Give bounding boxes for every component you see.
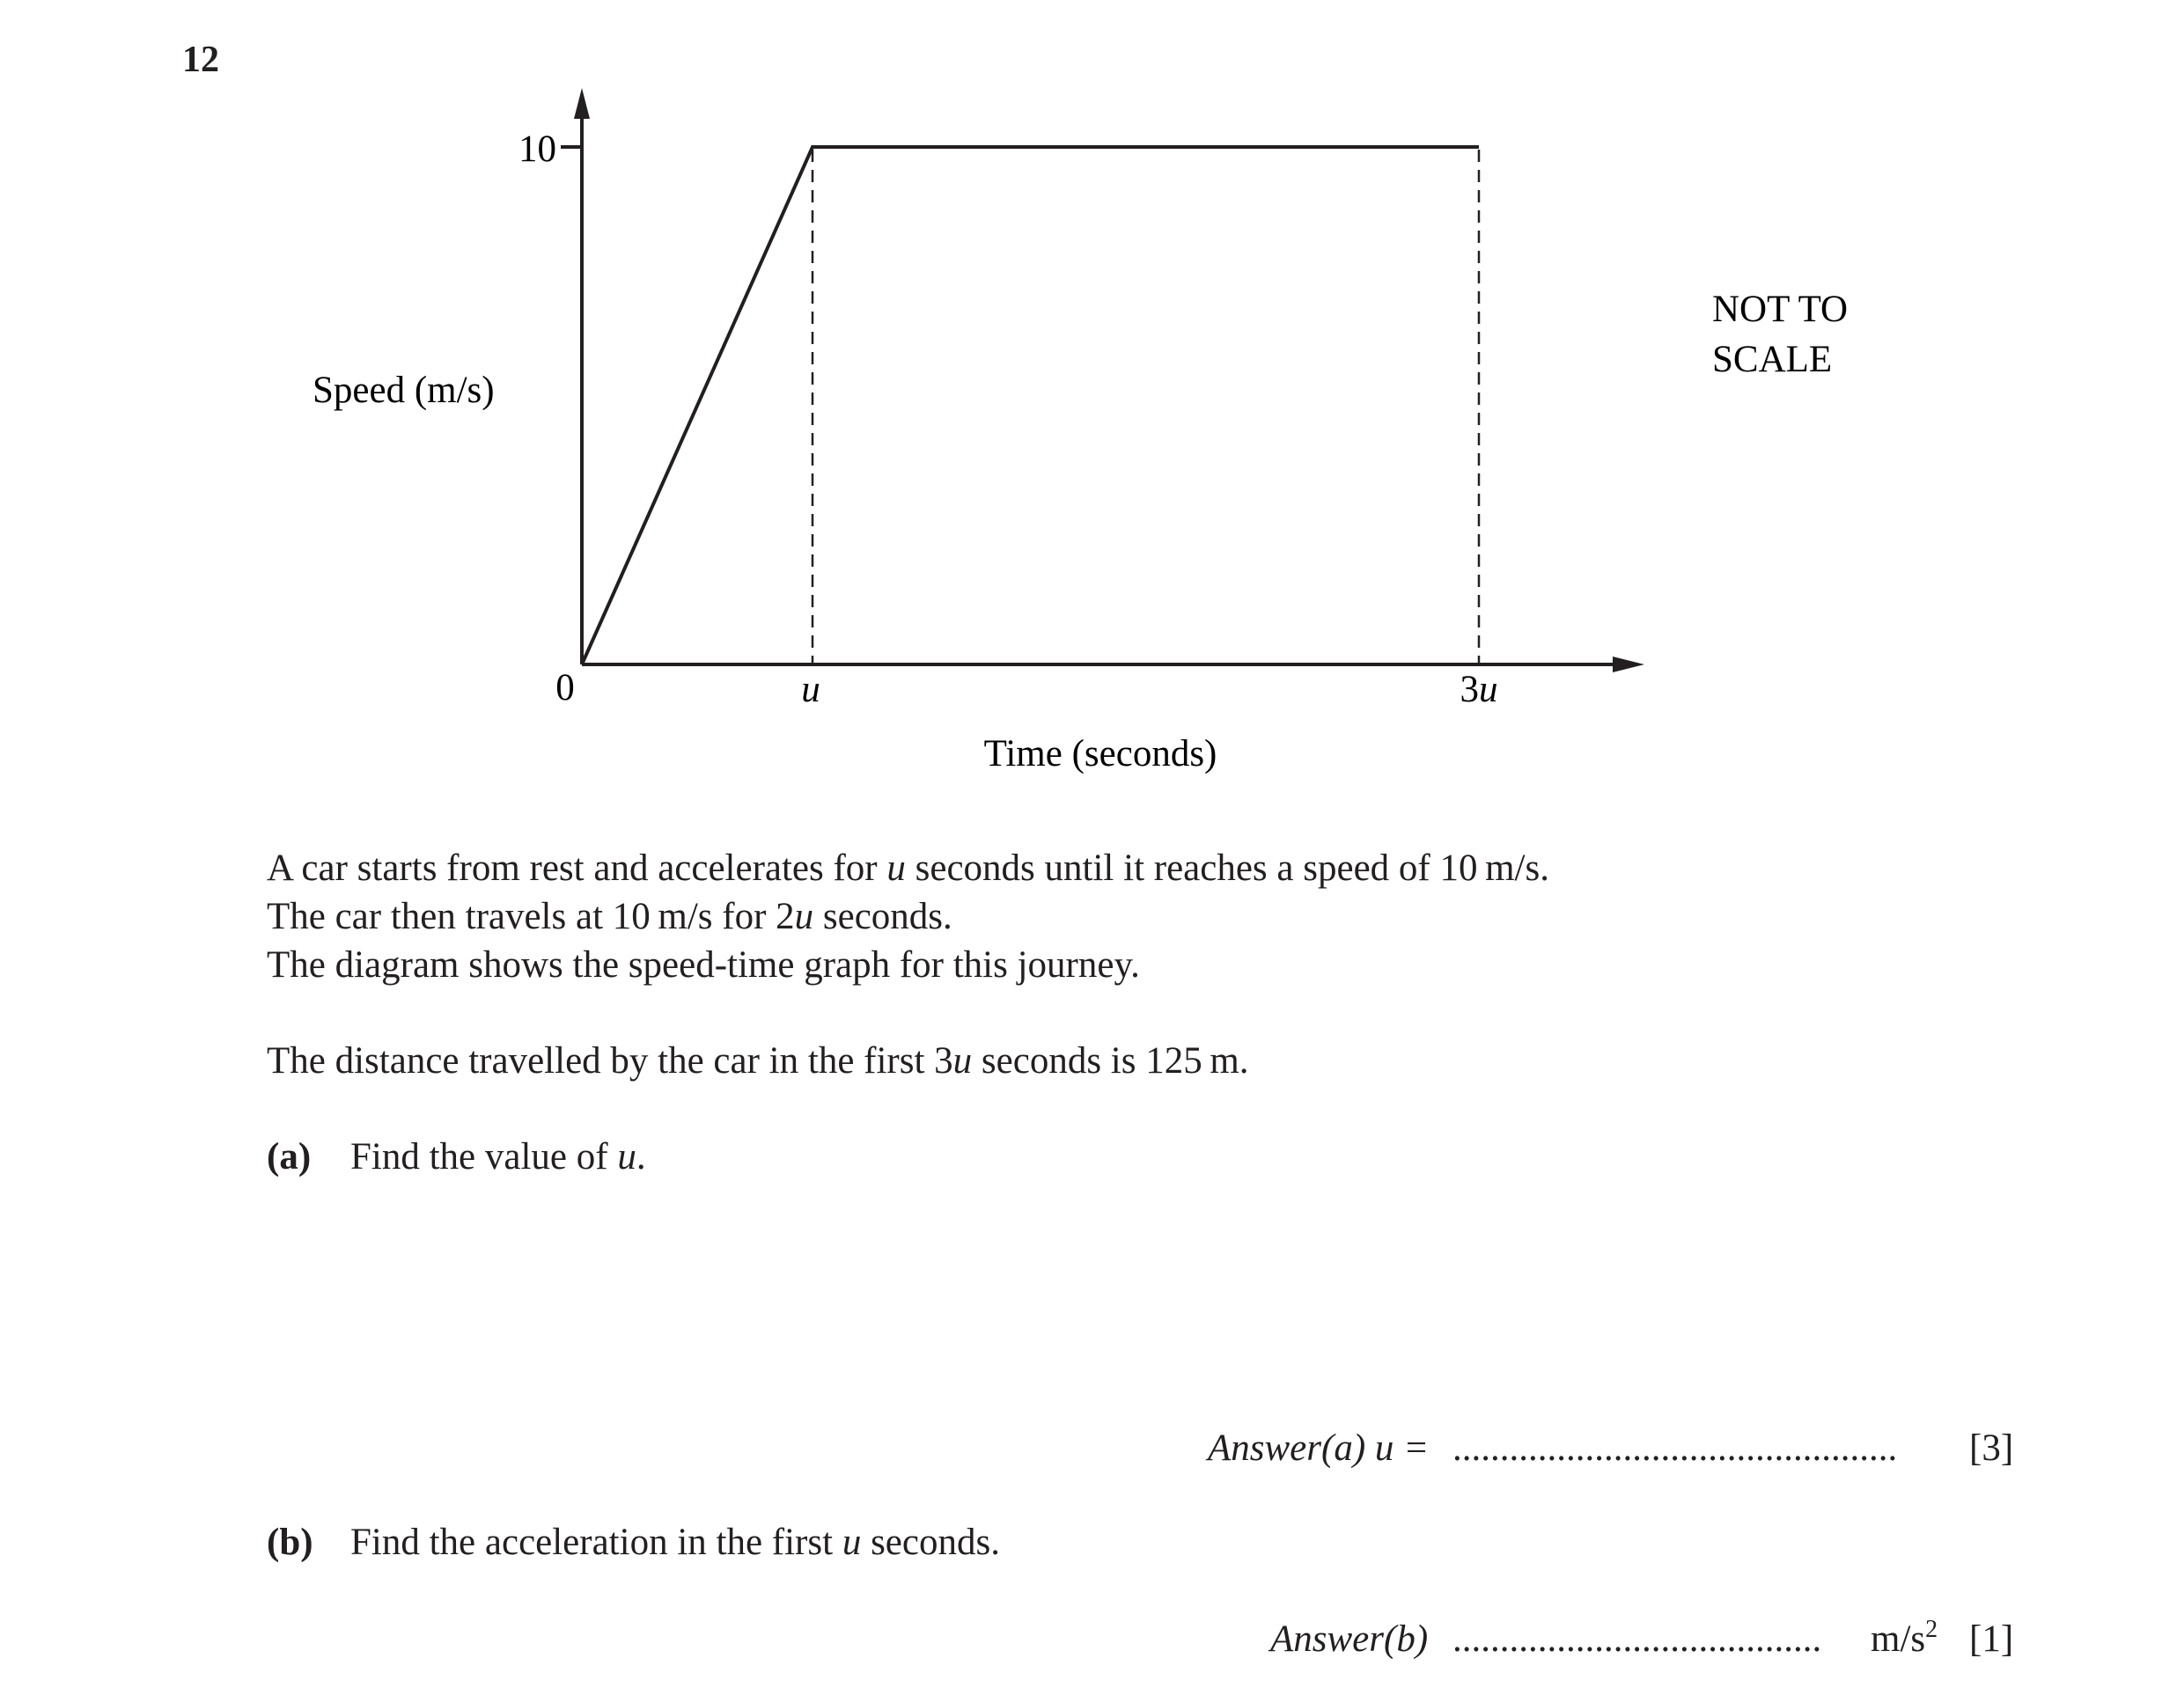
origin-label: 0 bbox=[555, 667, 575, 708]
intro-line-1: A car starts from rest and accelerates for u seconds until it reaches a speed of 10 m/s. bbox=[267, 848, 1549, 889]
answer-a-field[interactable]: ............................................... bbox=[1452, 1427, 1898, 1469]
not-to-scale-line1: NOT TO bbox=[1712, 289, 1849, 330]
question-number: 12 bbox=[182, 40, 219, 80]
x-axis-label: Time (seconds) bbox=[983, 733, 1217, 774]
speed-line bbox=[582, 147, 1479, 664]
marks-a: [3] bbox=[1969, 1427, 2014, 1469]
x-tick-label-u: u bbox=[801, 669, 820, 710]
intro-line-2: The car then travels at 10 m/s for 2u seconds. bbox=[267, 896, 952, 937]
answer-b-field[interactable]: ....................................... bbox=[1452, 1618, 1822, 1660]
part-b-label: (b) bbox=[267, 1522, 313, 1563]
marks-b: [1] bbox=[1969, 1618, 2014, 1660]
answer-a-label: Answer(a) u = bbox=[1208, 1427, 1430, 1469]
answer-b-label: Answer(b) bbox=[1270, 1618, 1429, 1660]
speed-time-graph bbox=[0, 0, 2184, 810]
x-axis-arrow bbox=[1613, 657, 1644, 672]
y-axis-label: Speed (m/s) bbox=[313, 370, 495, 411]
y-axis-arrow bbox=[574, 88, 590, 119]
x-tick-label-3u: 3u bbox=[1460, 669, 1498, 710]
answer-b-unit: $m/s^2$ bbox=[1871, 1616, 1938, 1660]
part-a-label: (a) bbox=[267, 1136, 312, 1178]
y-tick-label-10: 10 bbox=[518, 128, 556, 170]
part-a-question: Find the value of u. bbox=[350, 1136, 646, 1178]
distance-statement: The distance travelled by the car in the first 3u seconds is 125 m. bbox=[267, 1040, 1249, 1082]
part-b-question: Find the acceleration in the first u seconds. bbox=[350, 1522, 1000, 1563]
not-to-scale-line2: SCALE bbox=[1712, 339, 1833, 380]
intro-line-3: The diagram shows the speed-time graph for this journey. bbox=[267, 944, 1140, 986]
